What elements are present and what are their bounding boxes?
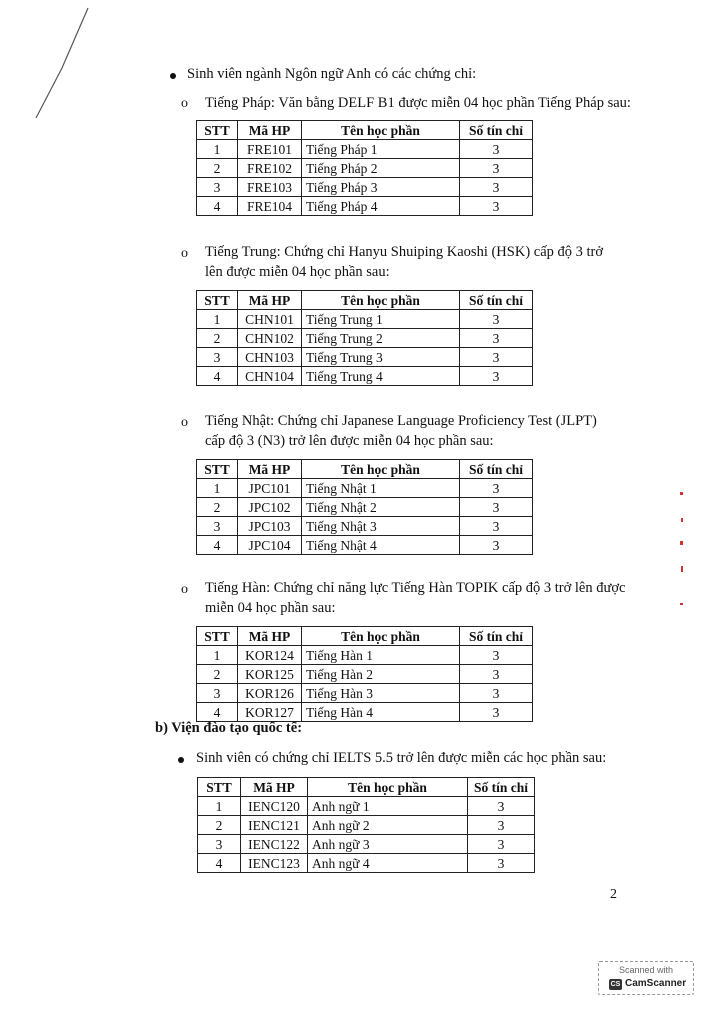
cell-stt: 2 (198, 816, 241, 835)
header-stt: STT (197, 627, 238, 646)
cell-stt: 2 (197, 329, 238, 348)
cell-so-tin-chi: 3 (460, 536, 533, 555)
cell-ten-hoc-phan: Tiếng Hàn 2 (302, 665, 460, 684)
chinese-description-line2: lên được miễn 04 học phần sau: (205, 264, 390, 280)
cell-ten-hoc-phan: Anh ngữ 2 (308, 816, 468, 835)
cell-ten-hoc-phan: Tiếng Trung 4 (302, 367, 460, 386)
cell-stt: 3 (197, 178, 238, 197)
cell-ten-hoc-phan: Tiếng Nhật 3 (302, 517, 460, 536)
cell-ma-hp: FRE104 (238, 197, 302, 216)
table-row (198, 816, 535, 835)
table-row (197, 536, 533, 555)
cell-ma-hp: FRE102 (238, 159, 302, 178)
header-ten-hoc-phan: Tên học phần (302, 291, 460, 310)
cell-so-tin-chi: 3 (460, 159, 533, 178)
sub-bullet-circle: o (181, 246, 188, 261)
header-stt: STT (198, 778, 241, 797)
table-row (197, 329, 533, 348)
cell-so-tin-chi: 3 (468, 854, 535, 873)
cell-ten-hoc-phan: Tiếng Hàn 3 (302, 684, 460, 703)
table-row (197, 140, 533, 159)
cell-ten-hoc-phan: Tiếng Nhật 1 (302, 479, 460, 498)
japanese-description-line2: cấp độ 3 (N3) trở lên được miễn 04 học phần sau: (205, 433, 494, 449)
korean-description-line1: Tiếng Hàn: Chứng chỉ năng lực Tiếng Hàn TOPIK cấp độ 3 trở lên được (205, 580, 626, 596)
french-course-table (196, 120, 533, 216)
cell-so-tin-chi: 3 (460, 197, 533, 216)
cell-so-tin-chi: 3 (460, 703, 533, 722)
pen-stroke-mark (0, 0, 100, 130)
cell-ma-hp: KOR126 (238, 684, 302, 703)
korean-course-table (196, 626, 533, 722)
cell-ten-hoc-phan: Tiếng Nhật 4 (302, 536, 460, 555)
table-row (197, 517, 533, 536)
cell-stt: 4 (197, 536, 238, 555)
section-b-heading: b) Viện đào tạo quốc tế: (155, 720, 303, 736)
header-stt: STT (197, 121, 238, 140)
cell-stt: 3 (197, 348, 238, 367)
header-so-tin-chi: Số tín chỉ (460, 627, 533, 646)
header-ma-hp: Mã HP (238, 460, 302, 479)
cell-stt: 4 (198, 854, 241, 873)
table-row (197, 159, 533, 178)
table-header-row (197, 291, 533, 310)
scan-speck (681, 518, 683, 522)
table-row (197, 703, 533, 722)
cell-ma-hp: JPC101 (238, 479, 302, 498)
cell-ten-hoc-phan: Tiếng Pháp 4 (302, 197, 460, 216)
cell-so-tin-chi: 3 (460, 178, 533, 197)
cell-ten-hoc-phan: Tiếng Trung 3 (302, 348, 460, 367)
scan-speck (680, 541, 683, 545)
french-description: Tiếng Pháp: Văn bằng DELF B1 được miễn 04 học phần Tiếng Pháp sau: (205, 95, 631, 111)
table-row (197, 479, 533, 498)
header-so-tin-chi: Số tín chỉ (468, 778, 535, 797)
cell-ten-hoc-phan: Tiếng Hàn 4 (302, 703, 460, 722)
table-header-row (197, 121, 533, 140)
header-stt: STT (197, 460, 238, 479)
cell-stt: 3 (197, 517, 238, 536)
header-so-tin-chi: Số tín chỉ (460, 121, 533, 140)
table-row (197, 310, 533, 329)
bullet-dot (170, 73, 176, 79)
cell-ma-hp: KOR125 (238, 665, 302, 684)
cell-so-tin-chi: 3 (460, 665, 533, 684)
japanese-description-line1: Tiếng Nhật: Chứng chỉ Japanese Language Proficiency Test (JLPT) (205, 413, 597, 429)
table-row (197, 665, 533, 684)
header-ma-hp: Mã HP (241, 778, 308, 797)
cell-ten-hoc-phan: Tiếng Pháp 1 (302, 140, 460, 159)
cell-ma-hp: IENC123 (241, 854, 308, 873)
sub-bullet-circle: o (181, 582, 188, 597)
cell-ma-hp: IENC121 (241, 816, 308, 835)
table-row (197, 684, 533, 703)
table-row (198, 835, 535, 854)
cell-so-tin-chi: 3 (468, 797, 535, 816)
cell-ten-hoc-phan: Anh ngữ 3 (308, 835, 468, 854)
header-ten-hoc-phan: Tên học phần (302, 627, 460, 646)
cell-ma-hp: CHN101 (238, 310, 302, 329)
table-row (197, 646, 533, 665)
intro-bullet-text: Sinh viên ngành Ngôn ngữ Anh có các chứng chỉ: (187, 66, 477, 82)
page-number: 2 (610, 887, 617, 902)
cell-ma-hp: IENC120 (241, 797, 308, 816)
cell-stt: 3 (198, 835, 241, 854)
cell-so-tin-chi: 3 (460, 684, 533, 703)
cell-ten-hoc-phan: Tiếng Trung 1 (302, 310, 460, 329)
header-so-tin-chi: Số tín chỉ (460, 460, 533, 479)
cell-ma-hp: KOR124 (238, 646, 302, 665)
scan-speck (681, 566, 683, 572)
cell-ten-hoc-phan: Tiếng Hàn 1 (302, 646, 460, 665)
cell-ma-hp: FRE101 (238, 140, 302, 159)
header-ma-hp: Mã HP (238, 291, 302, 310)
cell-stt: 3 (197, 684, 238, 703)
cell-ten-hoc-phan: Tiếng Pháp 3 (302, 178, 460, 197)
chinese-course-table (196, 290, 533, 386)
cell-stt: 1 (197, 479, 238, 498)
cell-ma-hp: CHN103 (238, 348, 302, 367)
cell-so-tin-chi: 3 (460, 646, 533, 665)
table-row (197, 498, 533, 517)
cell-stt: 1 (198, 797, 241, 816)
cell-so-tin-chi: 3 (468, 835, 535, 854)
header-ten-hoc-phan: Tên học phần (302, 121, 460, 140)
cell-ten-hoc-phan: Anh ngữ 4 (308, 854, 468, 873)
cell-stt: 4 (197, 197, 238, 216)
table-row (197, 197, 533, 216)
cell-so-tin-chi: 3 (460, 367, 533, 386)
cell-so-tin-chi: 3 (460, 140, 533, 159)
header-ma-hp: Mã HP (238, 627, 302, 646)
cell-so-tin-chi: 3 (460, 310, 533, 329)
cell-ma-hp: JPC104 (238, 536, 302, 555)
header-ten-hoc-phan: Tên học phần (302, 460, 460, 479)
cell-ma-hp: JPC102 (238, 498, 302, 517)
cell-stt: 2 (197, 665, 238, 684)
cell-ten-hoc-phan: Tiếng Pháp 2 (302, 159, 460, 178)
cell-ma-hp: KOR127 (238, 703, 302, 722)
table-row (197, 178, 533, 197)
cell-ma-hp: JPC103 (238, 517, 302, 536)
cell-stt: 1 (197, 646, 238, 665)
cell-ma-hp: FRE103 (238, 178, 302, 197)
table-row (198, 854, 535, 873)
cell-stt: 2 (197, 498, 238, 517)
sub-bullet-circle: o (181, 96, 188, 111)
header-ma-hp: Mã HP (238, 121, 302, 140)
header-stt: STT (197, 291, 238, 310)
cell-ten-hoc-phan: Tiếng Trung 2 (302, 329, 460, 348)
cell-ma-hp: IENC122 (241, 835, 308, 854)
table-header-row (198, 778, 535, 797)
cell-ma-hp: CHN102 (238, 329, 302, 348)
table-header-row (197, 627, 533, 646)
cell-stt: 1 (197, 310, 238, 329)
japanese-course-table (196, 459, 533, 555)
bullet-dot (178, 757, 184, 763)
header-so-tin-chi: Số tín chỉ (460, 291, 533, 310)
cell-so-tin-chi: 3 (460, 517, 533, 536)
table-header-row (197, 460, 533, 479)
section-b-bullet-text: Sinh viên có chứng chỉ IELTS 5.5 trở lên được miễn các học phần sau: (196, 750, 607, 766)
cell-stt: 4 (197, 367, 238, 386)
scan-speck (680, 492, 683, 495)
cell-ten-hoc-phan: Tiếng Nhật 2 (302, 498, 460, 517)
table-row (197, 367, 533, 386)
cell-so-tin-chi: 3 (460, 479, 533, 498)
ielts-course-table (197, 777, 535, 873)
cell-ten-hoc-phan: Anh ngữ 1 (308, 797, 468, 816)
cell-ma-hp: CHN104 (238, 367, 302, 386)
scan-speck (680, 603, 683, 605)
cell-stt: 4 (197, 703, 238, 722)
table-row (198, 797, 535, 816)
stamp-scanned-with: Scanned with (618, 965, 674, 975)
camscanner-stamp (598, 961, 694, 995)
chinese-description-line1: Tiếng Trung: Chứng chỉ Hanyu Shuiping Kaoshi (HSK) cấp độ 3 trở (205, 244, 604, 260)
cell-so-tin-chi: 3 (460, 348, 533, 367)
cell-so-tin-chi: 3 (460, 498, 533, 517)
cell-so-tin-chi: 3 (460, 329, 533, 348)
table-row (197, 348, 533, 367)
cell-stt: 1 (197, 140, 238, 159)
korean-description-line2: miễn 04 học phần sau: (205, 600, 336, 616)
sub-bullet-circle: o (181, 415, 188, 430)
cell-so-tin-chi: 3 (468, 816, 535, 835)
header-ten-hoc-phan: Tên học phần (308, 778, 468, 797)
cell-stt: 2 (197, 159, 238, 178)
stamp-brand: CamScanner (625, 978, 687, 989)
camscanner-logo-icon: CS (610, 981, 621, 988)
